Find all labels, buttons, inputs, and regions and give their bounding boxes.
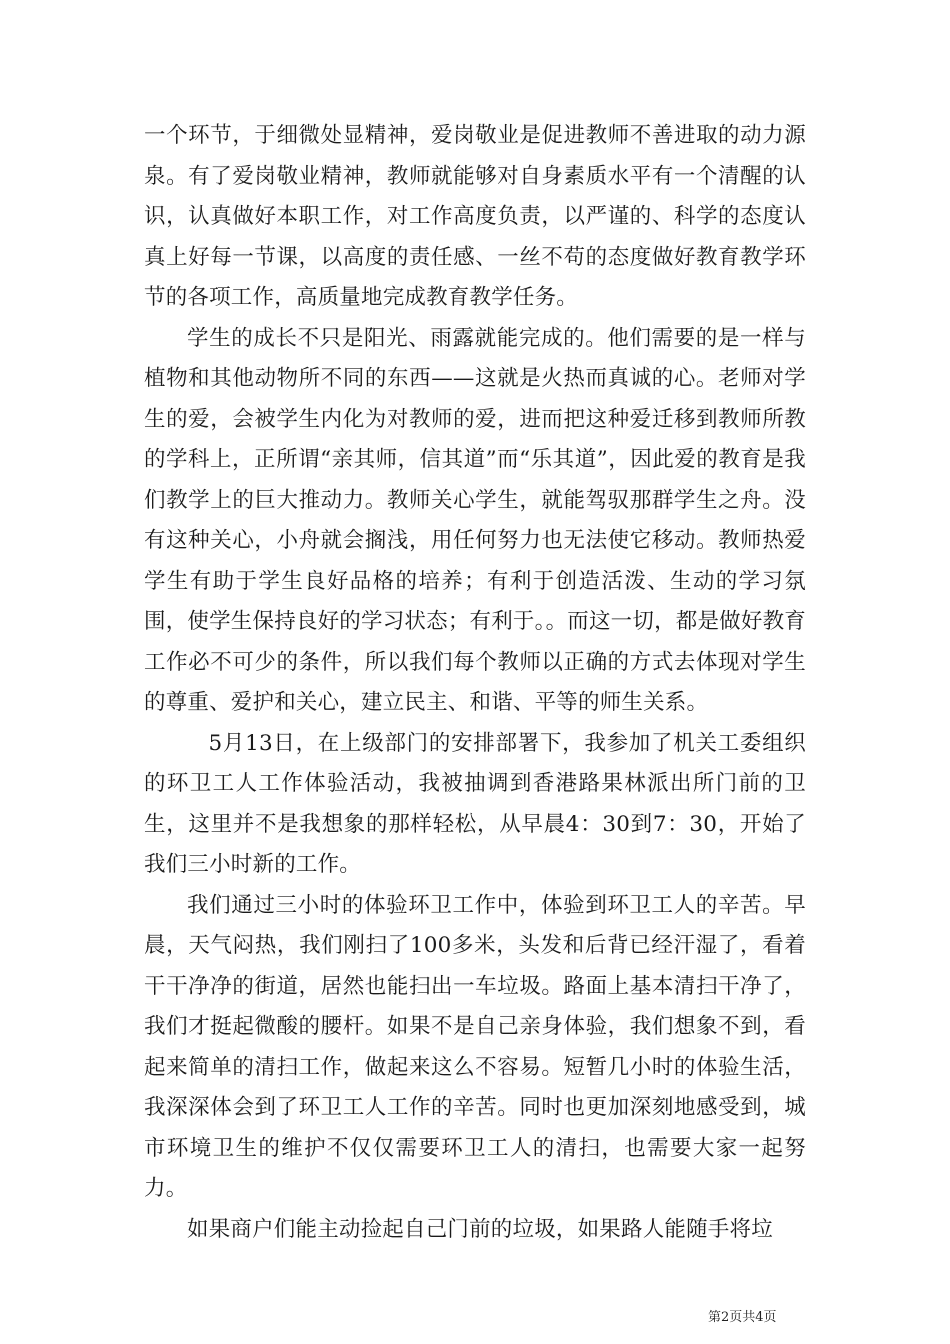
paragraph-2: 学生的成长不只是阳光、雨露就能完成的。他们需要的是一样与植物和其他动物所不同的东西——这就是火热而真诚的心。老师对学生的爱，会被学生内化为对教师的爱，进而把这种爱迁移到教师所教的学科上，正所谓“亲其师，信其道”而“乐其道”，因此爱的教育是我们教学上的巨大推动力。教师关心学生，就能驾驭那群学生之舟。没有这种关心，小舟就会搁浅，用任何努力也无法使它移动。教师热爱学生有助于学生良好品格的培养；有利于创造活泼、生动的学习氛围，使学生保持良好的学习状态；有利于。。而这一切，都是做好教育工作必不可少的条件，所以我们每个教师以正确的方式去体现对学生的尊重、爱护和关心，建立民主、和谐、平等的师生关系。 [144, 325, 806, 715]
paragraph-1: 一个环节，于细微处显精神，爱岗敬业是促进教师不善进取的动力源泉。有了爱岗敬业精神，教师就能够对自身素质水平有一个清醒的认识，认真做好本职工作，对工作高度负责，以严谨的、科学的态度认真上好每一节课，以高度的责任感、一丝不苟的态度做好教育教学环节的各项工作，高质量地完成教育教学任务。 [144, 123, 806, 310]
paragraph-4: 我们通过三小时的体验环卫工作中，体验到环卫工人的辛苦。早晨，天气闷热，我们刚扫了100多米，头发和后背已经汗湿了，看着干干净净的街道，居然也能扫出一车垃圾。路面上基本清扫干净了，我们才挺起微酸的腰杆。如果不是自己亲身体验，我们想象不到，看起来简单的清扫工作，做起来这么不容易。短暂几小时的体验生活，我深深体会到了环卫工人工作的辛苦。同时也更加深刻地感受到，城市环境卫生的维护不仅仅需要环卫工人的清扫，也需要大家一起努力。 [144, 892, 806, 1201]
paragraph-5: 如果商户们能主动捡起自己门前的垃圾，如果路人能随手将垃 [187, 1216, 773, 1242]
page-number-footer: 第2页共4页 [708, 1310, 777, 1325]
document-body [144, 116, 806, 1250]
paragraph-3: 5月13日，在上级部门的安排部署下，我参加了机关工委组织的环卫工人工作体验活动，我被抽调到香港路果林派出所门前的卫生，这里并不是我想象的那样轻松，从早晨4：30到7：30，开始了我们三小时新的工作。 [144, 730, 806, 877]
